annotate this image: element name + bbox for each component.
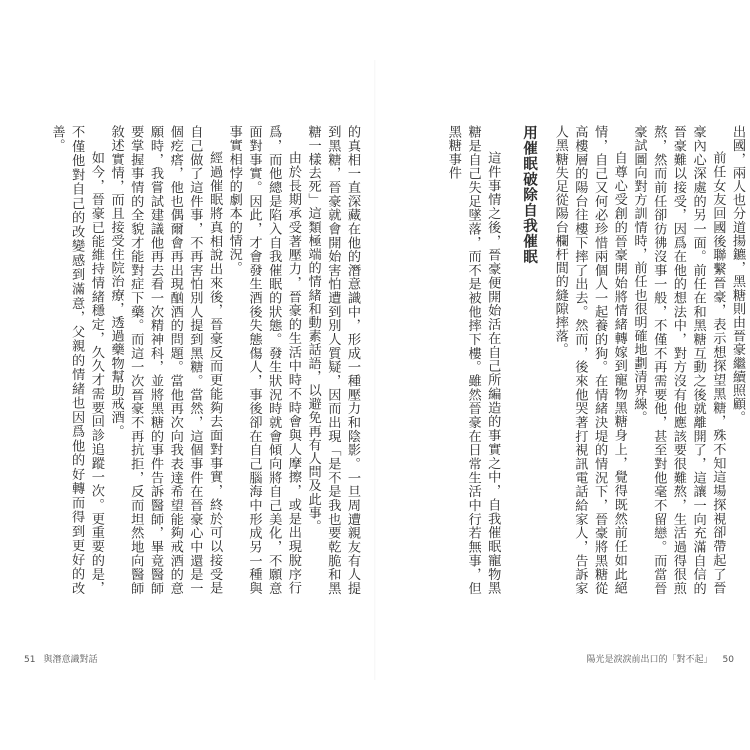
left-page [0,40,375,720]
paragraph: 經過催眠將真相說出來後，晉豪反而更能夠去面對事實，終於可以接受是自己做了這件事，不再害怕別人提到黑糖。當然，這個事件在晉豪心中還是一個疙瘩，他也偶爾會再出現酗酒的問題。當他再次向我表達希望能夠戒酒的意願時，我嘗試建議他再去看一次精神科，並將黑糖的事件告訴醫師，畢竟醫師要掌握事情的全貌才能對症下藥。而這一次晉豪不再抗拒，反而坦然地向醫師敘述實情，而且接受住院治療，透過藥物幫助戒酒。 [108,125,223,595]
page-number: 51 [24,655,36,665]
left-page-footer [24,652,97,665]
page-number: 50 [722,655,734,665]
paragraph: 由於長期承受著壓力，晉豪的生活中時不時會與人摩擦，或是出現脫序行爲，而他總是陷入自我催眠的狀態。發生狀況時就會傾向將自己美化，不願意面對事實。因此，才會發生酒後失態傷人，事後卻在自己腦海中形成另一種與事實相悖的劇本的情況。 [226,125,301,595]
right-page-body [445,125,747,595]
section-gap [502,125,512,595]
section-gap [540,125,550,595]
running-title: 與潛意識對話 [43,655,98,665]
right-page [375,40,750,720]
left-page-body [38,125,362,595]
paragraph: 出國，兩人也分道揚鑣，黑糖則由晉豪繼續照顧。 [730,125,745,425]
paragraph: 的真相一直深藏在他的潛意識中，形成一種壓力和陰影。一旦周遭親友有人提到黑糖，晉豪就會開始害怕遭到別人質疑，因而出現「是不是我也要乾脆和黑糖一樣去死」這類極端的情緒和動素話語，以避免再有人問及此事。 [305,125,360,595]
running-title: 陽光是淚淚前出口的「對不起」 [586,655,713,665]
paragraph: 如今，晉豪已能維持情緒穩定，久久才需要回診追蹤一次。更重要的是，不僅他對自己的改變感到滿意，父親的情緒也因爲他的好轉而得到更好的改善。 [49,125,104,595]
paragraph: 這件事情之後，晉豪便開始活在自己所編造的事實之中，自我催眠寵物黑糖是自己失足墜落，而不是被他摔下樓。雖然晉豪在日常生活中行若無事，但黑糖事件 [445,125,501,595]
paragraph: 自尊心受創的晉豪開始將情緒轉嫁到寵物黑糖身上，覺得既然前任如此絕情，自己又何必珍惜兩個人一起養的狗。在情緒決堤的情況下，晉豪將黑糖從高樓層的陽台往樓下摔了出去。然而，後來他哭著打視訊電話給家人，告訴家人黑糖失足從陽台欄杆間的縫隙摔落。 [552,125,627,595]
section-heading: 用催眠破除自我催眠 [520,125,537,265]
paragraph: 前任女友回國後聯繫晉豪，表示想探望黑糖，殊不知這場探視卻帶起了晉豪內心深處的另一面。前任在和黑糖互動之後就離開了，這讓一向充滿自信的晉豪難以接受，因爲在他的想法中，對方沒有他應該要很難熬，生活過得很煎熬，然而前任卻彷彿沒事一般，不僅不再需要他，甚至對他毫不留戀。而當晉豪試圖向對方訓情時，前任也很明確地劃清界線。 [631,125,726,595]
right-page-footer [587,652,734,665]
